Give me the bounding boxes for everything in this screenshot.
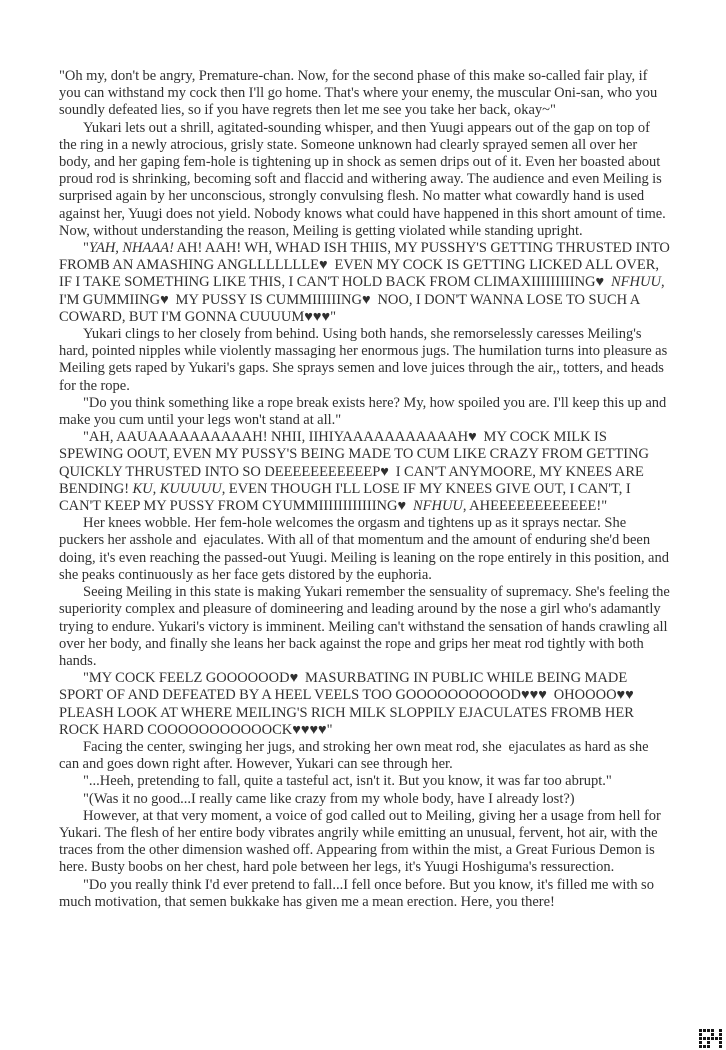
paragraph <box>59 808 671 877</box>
text-segment: AH! AAH! WH, WHAD ISH THIIS, MY PUSSHY'S GETTING THRUSTED INTO FROMB AN AMASHING ANGLLLLLLLE♥ EVEN MY COCK IS GETTING LICKED ALL OVER, IF I TAKE SOMETHING LIKE THIS, I CAN'T HOLD BACK FROM CLIMAXIIIIIIIIING♥ <box>59 240 674 291</box>
text-segment: , EVEN THOUGH I'LL LOSE IF MY KNEES GIVE OUT, I CAN'T, I CAN'T KEEP MY PUSSY FROM CYUMMIIIIIIIIIIIING♥ <box>59 480 635 515</box>
paragraph <box>59 429 671 515</box>
text-segment: "Do you think something like a rope break exists here? My, how spoiled you are. I'll keep this up and make you cum until your legs won't stand at all." <box>59 394 670 429</box>
text-segment: NFHUU <box>412 498 463 515</box>
text-segment: " <box>83 240 89 257</box>
text-segment: NFHUU <box>610 274 661 291</box>
text-segment: "AH, AAUAAAAAAAAAAH! NHII, IIHIYAAAAAAAAAAAH♥ MY COCK MILK IS SPEWING OOUT, EVEN MY PUSSY'S BEING MADE TO CUM LIKE CRAZY FROM GETTING QUICKLY THRUSTED INTO SO DEEEEEEEEEEEP♥ I CAN'T ANYMOORE, MY KNEES ARE BENDING! <box>59 429 653 497</box>
paragraph <box>59 326 671 395</box>
text-segment: Seeing Meiling in this state is making Yukari remember the sensuality of supremacy. She's feeling the superiority complex and pleasure of domineering and leading around by the nose a girl who's adamantly trying to endure. Yukari's victory is imminent. Meiling can't withstand the sensation of hands crawling all over her body, and finally she leans her back against the rope and grips her meat rod tightly with both hands. <box>59 584 674 669</box>
text-segment: However, at that very moment, a voice of god called out to Meiling, giving her a usage from hell for Yukari. The flesh of her entire body vibrates angrily while emitting an unusual, fervent, hot air, with the traces from the other dimension washed off. Appearing from within the mist, a Great Furious Demon is here. Busty boobs on her chest, hard pole between her legs, it's Yuugi Hoshiguma's ressurection. <box>59 807 664 876</box>
text-segment: "(Was it no good...I really came like crazy from my whole body, have I already lost?) <box>83 790 575 807</box>
paragraph <box>59 240 674 326</box>
paragraph <box>59 584 674 670</box>
page-number-digit <box>711 1029 722 1048</box>
text-segment: YAH, NHAAA! <box>88 240 174 257</box>
text-segment: Facing the center, swinging her jugs, and stroking her own meat rod, she ejaculates as hard as she can and goes down right after. However, Yukari can see through her. <box>59 738 653 773</box>
text-segment: Her knees wobble. Her fem-hole welcomes the orgasm and tightens up as it sprays nectar. She puckers her asshole and ejaculates. With all of that momentum and the amount of enduring she'd been doing, it's even reaching the passed-out Yuugi. Meiling is leaning on the rope entirely in this position, and she peaks continuously as her face gets distored by the euphoria. <box>59 515 673 583</box>
text-segment: Yukari clings to her closely from behind. Using both hands, she remorselessly caresses Meiling's hard, pointed nipples while violently massaging her enormous jugs. The humilation turns into pleasure as Meiling gets raped by Yukari's gaps. She sprays semen and love juices through the air,, totters, and heads for the rope. <box>59 326 671 394</box>
text-segment: "Do you really think I'd ever pretend to fall...I fell once before. But you know, it's filled me with so much motivation, that semen bukkake has given me a mean erection. Here, you there! <box>59 876 658 910</box>
paragraph <box>59 395 671 429</box>
paragraph <box>59 120 671 240</box>
text-segment: Yukari lets out a shrill, agitated-sounding whisper, and then Yuugi appears out of the gap on top of the ring in a newly atrocious, grisly state. Someone unknown had clearly sprayed semen all over her body, and her gaping fem-hole is tightening up in shock as semen drips out of it. Even her boasted about proud rod is shrinking, becoming soft and flaccid and withering away. The audience and even Meiling is surprised again by her unconscious, strongly convulsing flesh. No matter what cowardly hand is used against her, Yuugi does not yield. Nobody knows what could have happened in this short amount of time. Now, without understanding the reason, Meiling is getting violated while standing upright. <box>59 119 670 239</box>
page-number <box>699 1029 722 1048</box>
text-segment: "MY COCK FEELZ GOOOOOOD♥ MASURBATING IN PUBLIC WHILE BEING MADE SPORT OF AND DEFEATED BY A HEEL VEELS TOO GOOOOOOOOOOD♥♥♥ OHOOOO♥♥ PLEASH LOOK AT WHERE MEILING'S RICH MILK SLOPPILY EJACULATES FROMB HER ROCK HARD COOOOOOOOOOOCK♥♥♥♥" <box>59 670 641 738</box>
paragraph <box>59 791 671 808</box>
paragraph <box>59 877 671 911</box>
text-segment: , AHEEEEEEEEEEEE!" <box>462 498 608 515</box>
paragraph <box>59 515 671 584</box>
story-text <box>59 68 674 911</box>
text-segment: KU, KUUUUU <box>132 480 222 497</box>
paragraph <box>59 670 671 739</box>
page-number-digit <box>699 1029 710 1048</box>
text-segment: , I'M GUMMIING♥ MY PUSSY IS CUMMIIIIIING♥ NOO, I DON'T WANNA LOSE TO SUCH A COWARD, BUT I'M GONNA CUUUUM♥♥♥" <box>59 274 668 325</box>
paragraph <box>59 68 671 120</box>
paragraph <box>59 739 671 773</box>
text-segment: "...Heeh, pretending to fall, quite a tasteful act, isn't it. But you know, it was far too abrupt." <box>83 773 612 790</box>
paragraph <box>59 773 671 790</box>
text-segment: "Oh my, don't be angry, Premature-chan. Now, for the second phase of this make so-called fair play, if you can withstand my cock then I'll go home. That's where your enemy, the muscular Oni-san, who you soundly defeated lies, so if you have regrets then let me see you take her back, okay~" <box>59 68 661 119</box>
